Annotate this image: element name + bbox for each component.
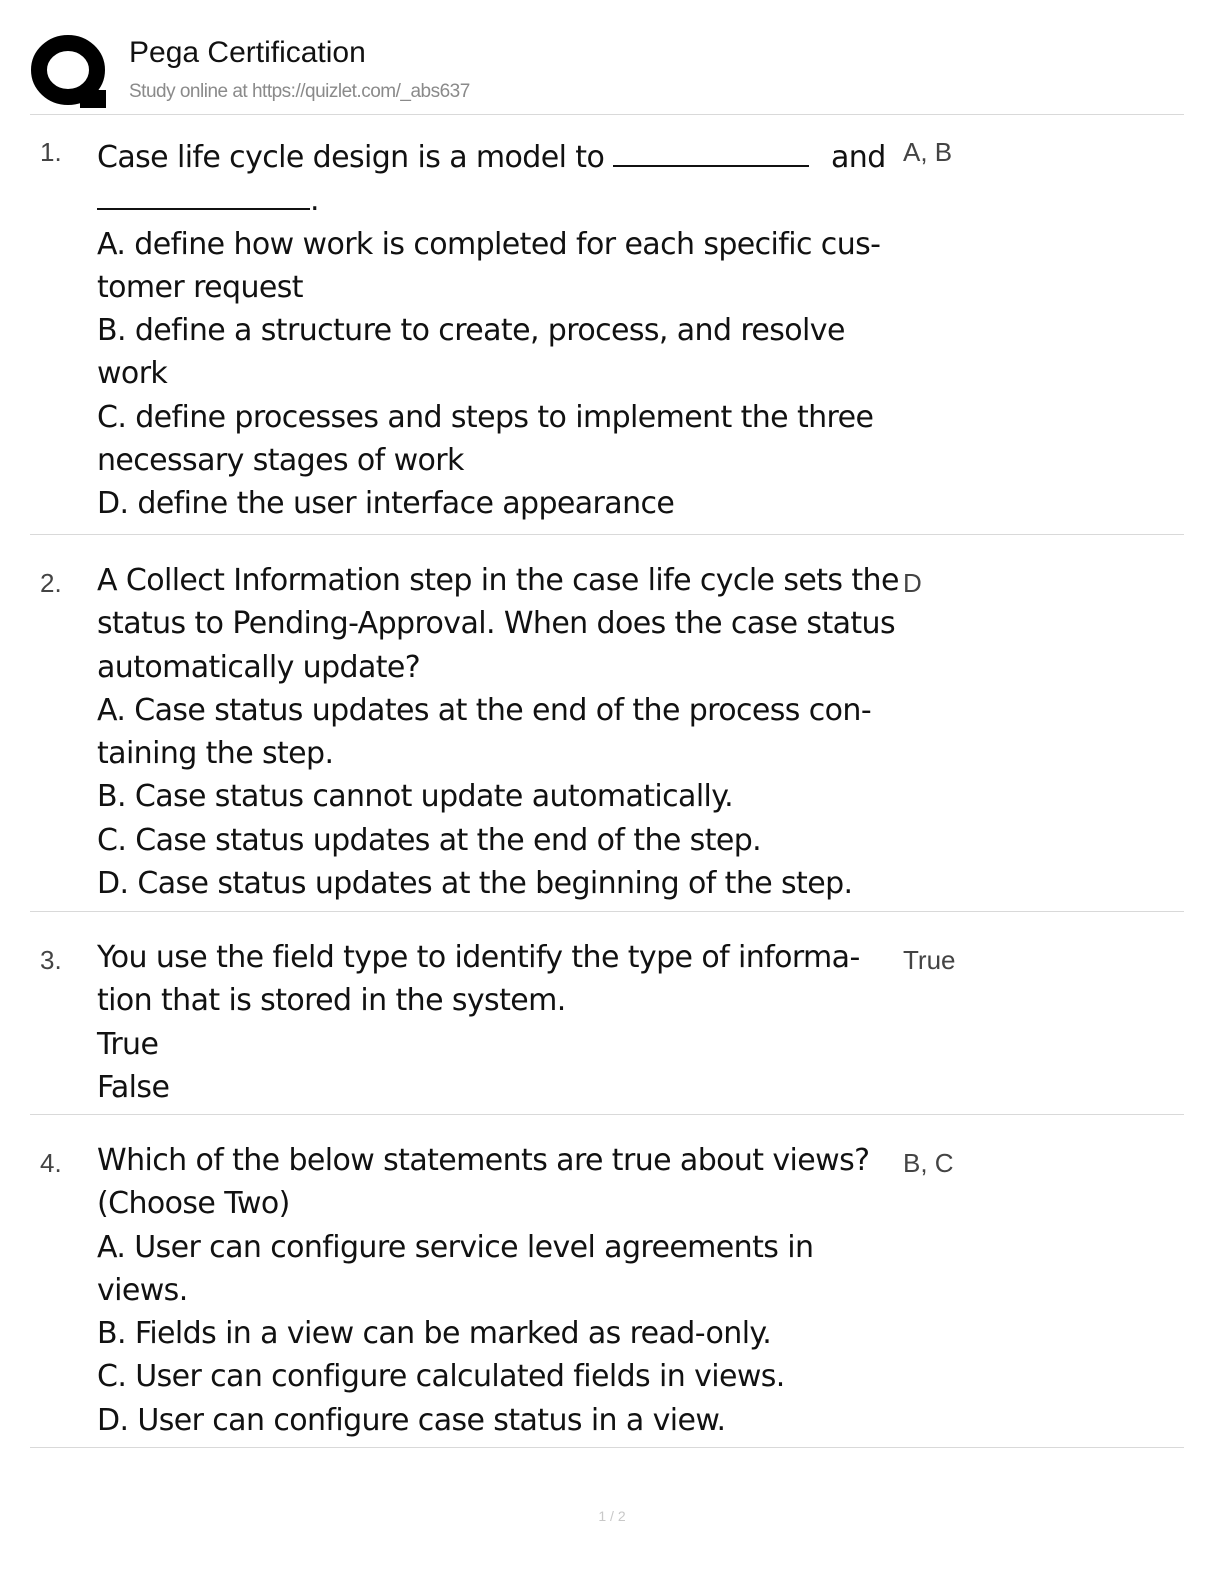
question-item [30, 535, 1184, 912]
question-number: 4. [40, 1148, 62, 1178]
option-line: necessary stages of work [97, 443, 464, 479]
question-line: tion that is stored in the system. [97, 983, 566, 1019]
question-line: You use the field type to identify the type of informa- [97, 940, 860, 975]
option-line: True [97, 1026, 159, 1062]
option-line: B. Case status cannot update automatically. [97, 779, 734, 815]
page-header [30, 28, 1184, 115]
answer-text: A, B [903, 137, 953, 167]
answer-blank [613, 139, 809, 167]
option-line: D. define the user interface appearance [97, 486, 675, 522]
answer-text: D [903, 568, 922, 598]
question-line: Which of the below statements are true about views? [97, 1143, 870, 1178]
option-line: C. Case status updates at the end of the step. [97, 822, 762, 858]
set-title: Pega Certification [129, 36, 366, 69]
question-line: A Collect Information step in the case life cycle sets the [97, 563, 899, 598]
option-line: tomer request [97, 269, 303, 305]
option-line: False [97, 1069, 170, 1105]
option-line: taining the step. [97, 736, 334, 772]
question-text [97, 559, 897, 905]
question-number: 1. [40, 137, 62, 167]
option-line: B. Fields in a view can be marked as read-only. [97, 1316, 772, 1352]
option-line: D. User can configure case status in a view. [97, 1402, 726, 1438]
question-line: status to Pending-Approval. When does the case status [97, 606, 896, 642]
option-line: A. Case status updates at the end of the process con- [97, 692, 872, 728]
question-line: (Choose Two) [97, 1186, 290, 1222]
question-list [30, 116, 1184, 1448]
study-online-link[interactable]: Study online at https://quizlet.com/_abs637 [129, 81, 470, 102]
question-line: Case life cycle design is a model to and [97, 140, 886, 175]
question-item [30, 116, 1184, 535]
question-item [30, 1115, 1184, 1448]
answer-text: True [903, 945, 956, 975]
option-line: D. Case status updates at the beginning of the step. [97, 866, 853, 902]
answer-text: B, C [903, 1148, 954, 1178]
question-item [30, 912, 1184, 1115]
question-number: 2. [40, 568, 62, 598]
option-line: C. define processes and steps to implement the three [97, 399, 874, 435]
question-line: automatically update? [97, 649, 421, 685]
question-number: 3. [40, 945, 62, 975]
quizlet-q-logo-icon [30, 32, 110, 112]
page-number: 1 / 2 [598, 1508, 626, 1524]
option-line: work [97, 356, 168, 392]
question-text [97, 136, 897, 526]
question-line: . [97, 179, 897, 222]
question-text [97, 936, 897, 1109]
question-text [97, 1139, 897, 1442]
option-line: C. User can configure calculated fields in views. [97, 1359, 785, 1395]
option-line: A. User can configure service level agreements in [97, 1229, 814, 1265]
option-line: B. define a structure to create, process, and resolve [97, 313, 845, 349]
option-line: views. [97, 1272, 188, 1308]
option-line: A. define how work is completed for each specific cus- [97, 226, 881, 262]
answer-blank [97, 182, 310, 210]
